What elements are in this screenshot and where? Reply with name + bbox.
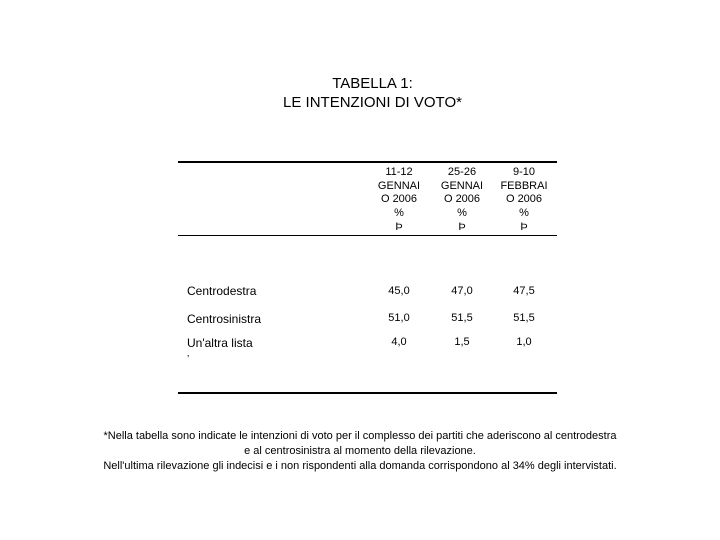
table-top-rule <box>178 161 557 163</box>
title-line-1: TABELLA 1: <box>332 75 413 92</box>
table-cell: 45,0 <box>388 285 410 297</box>
footnote-line-1: *Nella tabella sono indicate le intenzioni di voto per il complesso dei partiti che aderiscono al centrodestra <box>103 430 617 442</box>
table-cell: 47,0 <box>451 285 473 297</box>
column-header-3: 9-10 FEBBRAI O 2006 % Þ <box>495 166 553 234</box>
table-cell: 47,5 <box>513 285 535 297</box>
table-cell: 1,5 <box>454 336 470 348</box>
footnote <box>0 429 720 474</box>
row-label-centrodestra: Centrodestra <box>187 284 257 298</box>
arrow-symbol-icon: Þ <box>520 221 528 233</box>
footnote-line-3: Nell'ultima rilevazione gli indecisi e i non rispondenti alla domanda corrispondono al 34% degli intervistati. <box>103 460 617 472</box>
footnote-line-2: e al centrosinistra al momento della rilevazione. <box>244 445 476 457</box>
arrow-symbol-icon: Þ <box>458 221 466 233</box>
table-cell: 4,0 <box>391 336 407 348</box>
table-cell: 51,0 <box>388 312 410 324</box>
table-title <box>0 74 720 112</box>
table-cell: 51,5 <box>451 312 473 324</box>
column-header-1: 11-12 GENNAI O 2006 % Þ <box>370 166 428 234</box>
title-line-2: LE INTENZIONI DI VOTO* <box>283 94 462 111</box>
table-cell: 1,0 <box>516 336 532 348</box>
column-header-2: 25-26 GENNAI O 2006 % Þ <box>433 166 491 234</box>
row-mark: ’ <box>187 354 190 365</box>
table-bottom-rule <box>178 392 557 394</box>
table-header-rule <box>178 235 557 236</box>
table-cell: 51,5 <box>513 312 535 324</box>
row-label-altra-lista: Un'altra lista <box>187 336 253 350</box>
row-label-centrosinistra: Centrosinistra <box>187 312 262 326</box>
arrow-symbol-icon: Þ <box>395 221 403 233</box>
